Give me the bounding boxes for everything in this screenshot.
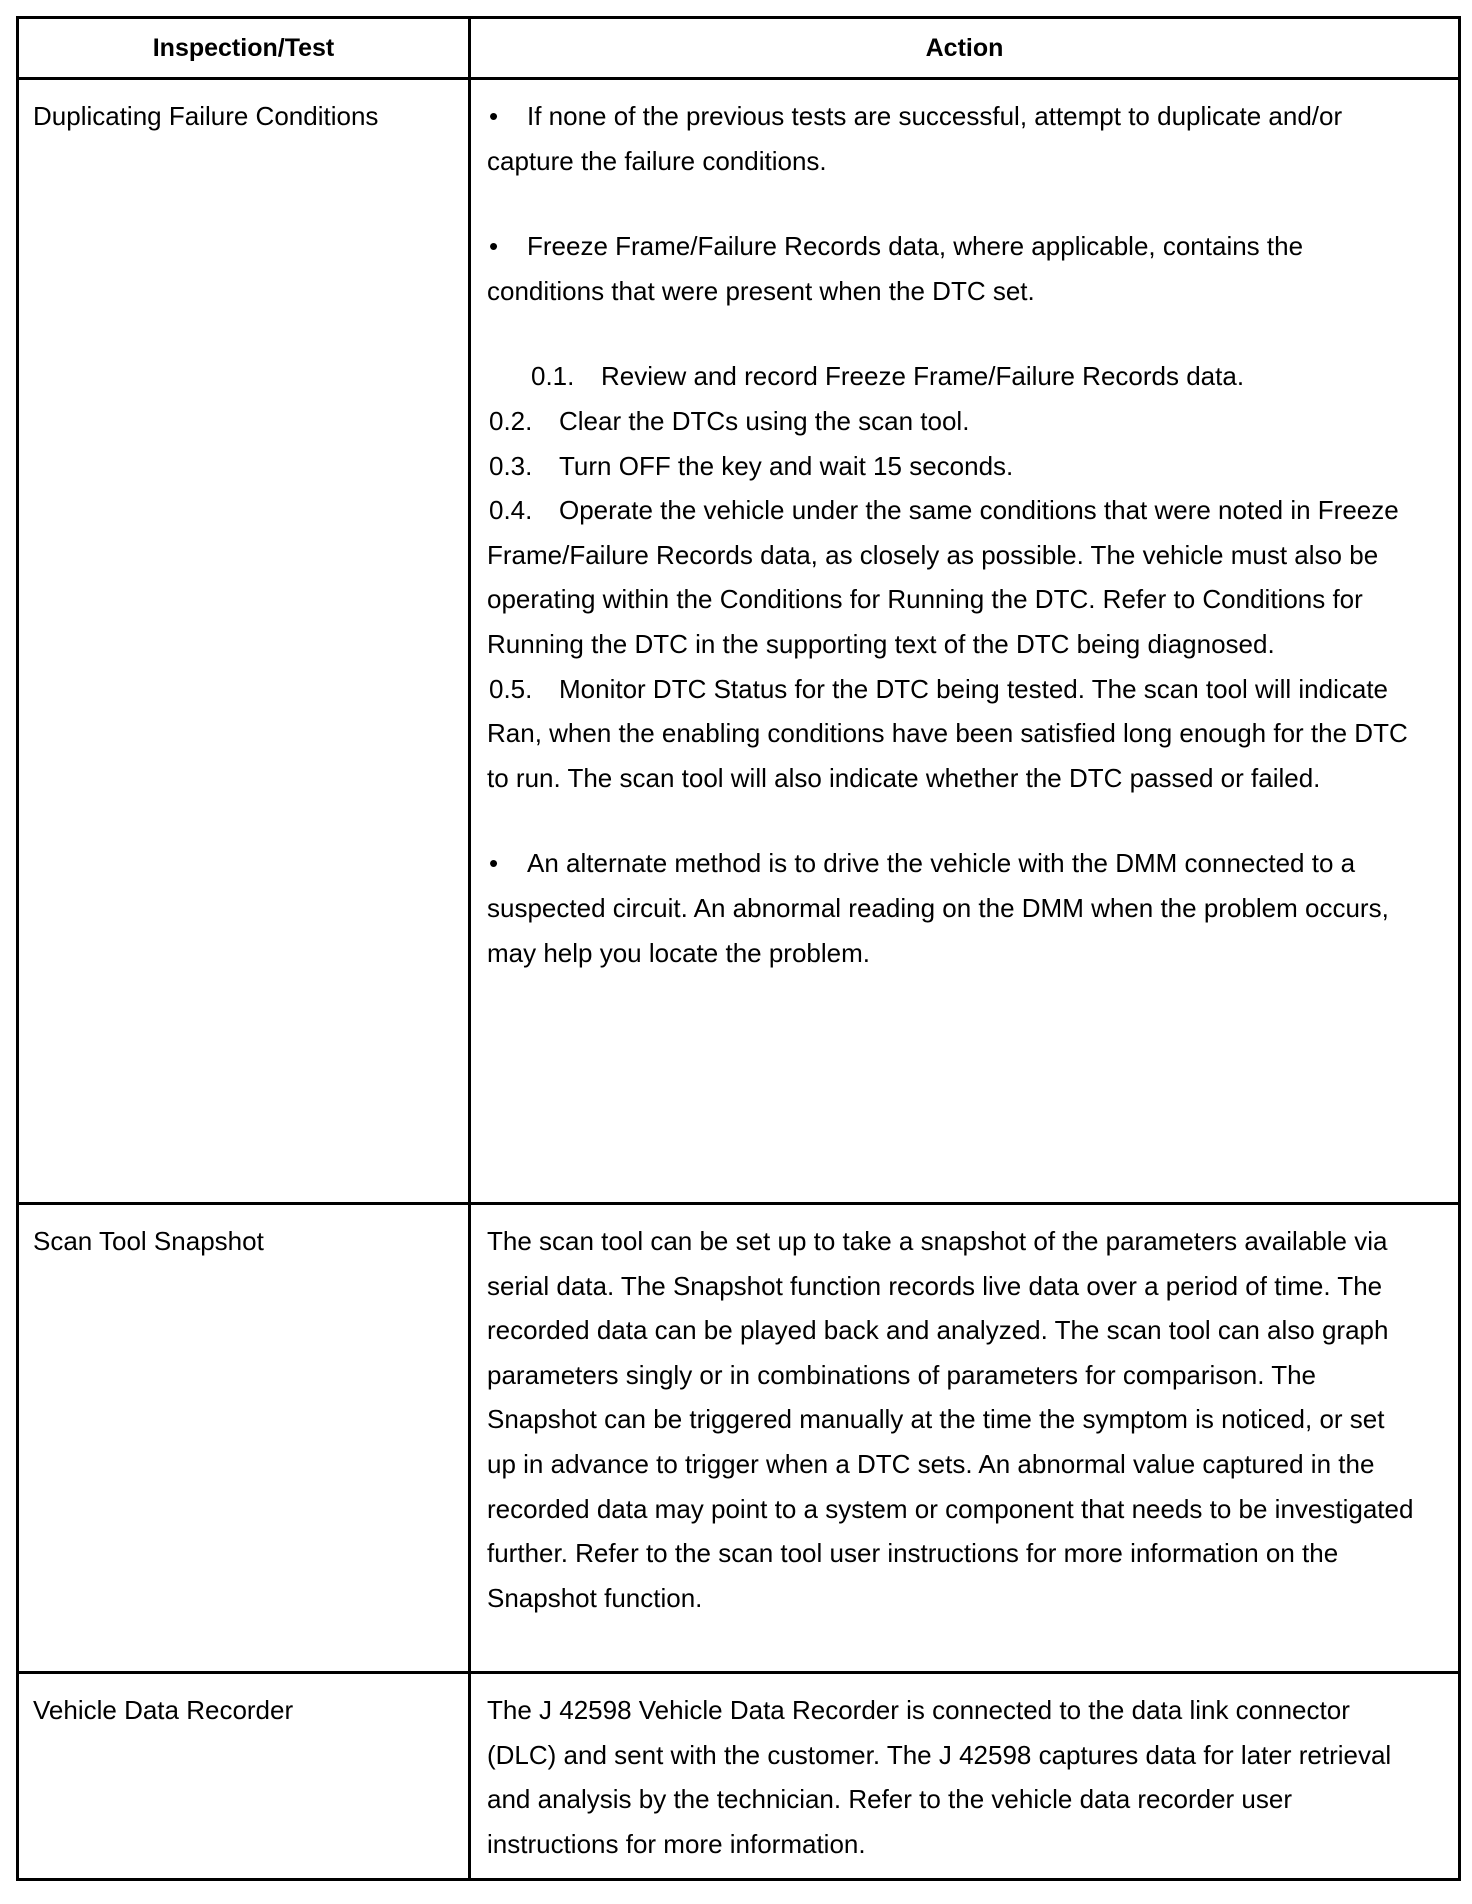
table-header-row [18,18,1460,79]
bullet-item [487,841,1418,975]
step-item [487,399,1418,444]
table-row [18,79,1460,1204]
bullet-text: If none of the previous tests are successful, attempt to duplicate and/or capture the failure conditions. [487,101,1343,176]
step-text: Monitor DTC Status for the DTC being tested. The scan tool will indicate Ran, when the enabling conditions have been satisfied long enough for the DTC to run. The scan tool will also indicate whether the DTC passed or failed. [487,673,1408,793]
action-text: The J 42598 Vehicle Data Recorder is connected to the data link connector (DLC) and sent with the customer. The J 42598 captures data for later retrieval and analysis by the technician. Refer to the vehicle data recorder user instructions for more information. [487,1695,1392,1859]
action-text: The scan tool can be set up to take a snapshot of the parameters available via serial data. The Snapshot function records live data over a period of time. The recorded data can be played back and analyzed. The scan tool can also graph parameters singly or in combinations of parameters for comparison. The Snapshot can be triggered manually at the time the symptom is noticed, or set up in advance to trigger when a DTC sets. An abnormal value captured in the recorded data may point to a system or component that needs to be investigated further. Refer to the scan tool user instructions for more information on the Snapshot function. [487,1226,1414,1613]
bullet-item [487,224,1418,313]
bullet-text: An alternate method is to drive the vehicle with the DMM connected to a suspected circuit. An abnormal reading on the DMM when the problem occurs, may help you locate the problem. [487,848,1389,968]
action-cell [470,1673,1460,1880]
bullet-icon: • [489,101,499,131]
step-number: 0.4. [489,495,533,526]
step-number: 0.2. [489,405,533,436]
inspection-cell [18,1204,470,1673]
inspection-label: Scan Tool Snapshot [33,1226,264,1256]
header-inspection-test: Inspection/Test [18,18,470,79]
step-number: 0.1. [531,361,575,392]
bullet-icon: • [489,231,499,262]
action-cell [470,1204,1460,1673]
step-number: 0.5. [489,673,533,704]
step-item [487,488,1418,666]
inspection-label: Vehicle Data Recorder [33,1695,294,1725]
step-text: Review and record Freeze Frame/Failure Records data. [601,361,1245,392]
action-cell [470,79,1460,1204]
bullet-item [487,94,1418,183]
table-row [18,1673,1460,1880]
bullet-icon: • [489,848,499,879]
step-number: 0.3. [489,450,533,481]
inspection-cell [18,1673,470,1880]
step-item [487,354,1418,399]
inspection-cell [18,79,470,1204]
step-item [487,667,1418,801]
table-row [18,1204,1460,1673]
header-action: Action [470,18,1460,79]
step-text: Clear the DTCs using the scan tool. [559,405,970,436]
bullet-text: Freeze Frame/Failure Records data, where applicable, contains the conditions that were present when the DTC set. [487,231,1304,306]
step-item [487,444,1418,489]
inspection-label: Duplicating Failure Conditions [33,101,379,131]
step-text: Turn OFF the key and wait 15 seconds. [559,450,1014,481]
step-text: Operate the vehicle under the same conditions that were noted in Freeze Frame/Failure Records data, as closely as possible. The vehicle must also be operating within the Conditions for Running the DTC. Refer to Conditions for Running the DTC in the supporting text of the DTC being diagnosed. [487,495,1399,659]
inspection-table [16,16,1461,1881]
